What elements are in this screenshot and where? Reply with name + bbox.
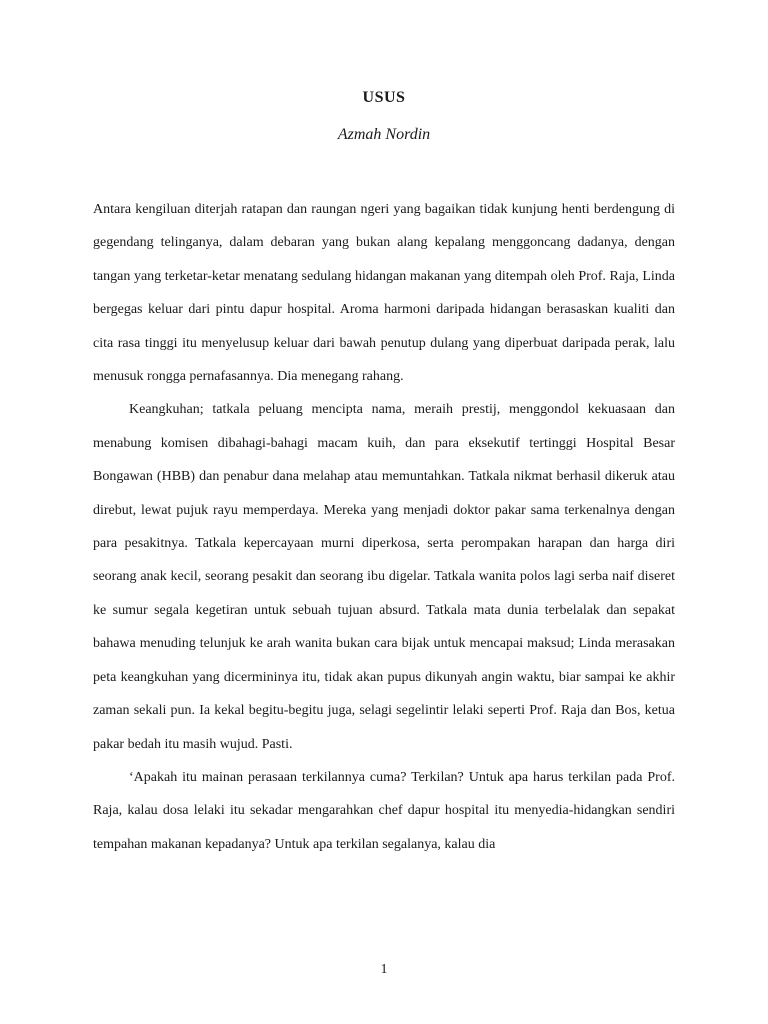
document-title: USUS <box>362 89 406 106</box>
author-name: Azmah Nordin <box>337 126 431 143</box>
page-number: 1 <box>380 962 388 977</box>
paragraph: ‘Apakah itu mainan perasaan terkilannya cuma? Terkilan? Untuk apa harus terkilan pada Prof. Raja, kalau dosa lelaki itu sekadar mengarahkan chef dapur hospital itu menyedia-hidangkan sendiri tempahan makanan kepadanya? Untuk apa terkilan segalanya, kalau dia <box>93 769 675 852</box>
paragraph: Keangkuhan; tatkala peluang mencipta nama, meraih prestij, menggondol kekuasaan dan menabung komisen dibahagi-bahagi macam kuih, dan para eksekutif tertinggi Hospital Besar Bongawan (HBB) dan penabur dana melahap atau memuntahkan. Tatkala nikmat berhasil dikeruk atau direbut, lewat pujuk rayu memperdaya. Mereka yang menjadi doktor pakar sama terkenalnya dengan para pesakitnya. Tatkala kepercayaan murni diperkosa, serta perompakan harapan dan harga diri seorang anak kecil, seorang pesakit dan seorang ibu digelar. Tatkala wanita polos lagi serba naif diseret ke sumur segala kegetiran untuk sebuah tujuan absurd. Tatkala mata dunia terbelalak dan sepakat bahawa menuding telunjuk ke arah wanita bukan cara bijak untuk mencapai maksud; Linda merasakan peta keangkuhan yang dicermininya itu, tidak akan pupus dikunyah angin waktu, biar sampai ke akhir zaman sekali pun. Ia kekal begitu-begitu juga, selagi segelintir lelaki seperti Prof. Raja dan Bos, ketua pakar bedah itu masih wujud. Pasti. <box>93 402 675 752</box>
paragraph: Antara kengiluan diterjah ratapan dan raungan ngeri yang bagaikan tidak kunjung henti berdengung di gegendang telinganya, dalam debaran yang bukan alang kepalang menggoncang dadanya, dengan tangan yang terketar-ketar menatang sedulang hidangan makanan yang ditempah oleh Prof. Raja, Linda bergegas keluar dari pintu dapur hospital. Aroma harmoni daripada hidangan berasaskan kualiti dan cita rasa tinggi itu menyelusup keluar dari bawah penutup dulang yang diperbuat daripada perak, lalu menusuk rongga pernafasannya. Dia menegang rahang. <box>93 202 675 385</box>
body-text <box>93 193 675 861</box>
